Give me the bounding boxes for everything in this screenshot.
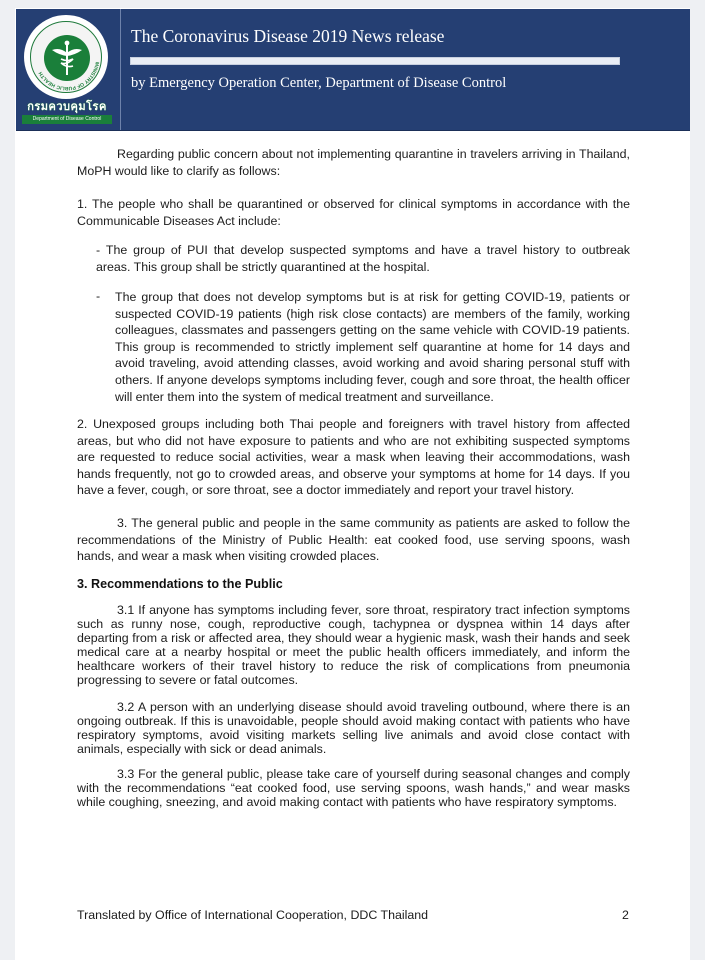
recommendation-3-3: 3.3 For the general public, please take care of yourself during seasonal changes and comply with the recommendations “eat cooked food, use serving spoons, wash hands,” and wear masks while coughing, sneezing, and avoid making contact with patients who have respiratory symptoms. [77,767,630,809]
section-1-paragraph: 1. The people who shall be quarantined or observed for clinical symptoms in accordance with the Communicable Diseases Act include: [77,197,630,228]
recommendation-3-1: 3.1 If anyone has symptoms including fever, sore throat, respiratory tract infection symptoms such as runny nose, cough, reproductive cough, tachypnea or dyspnea within 14 days after departing from a risk or affected area, they should wear a hygienic mask, wash their hands and seek medical care at a nearby hospital or meet the public health officers immediately, and inform the healthcare workers of their travel history to reduce the risk of complications from pneumonia progressing to severe or fatal outcomes. [77,603,630,687]
left-margin [0,0,15,960]
bullet-text: The group of PUI that develop suspected symptoms and have a travel history to outbreak areas. This group shall be strictly quarantined at the hospital. [96,243,631,274]
title-divider [130,57,620,65]
seal-ring [30,21,102,93]
bullet-item-close-contacts: The group that does not develop symptoms but is at risk for getting COVID-19, patients or suspected COVID-19 patients (high risk close contacts) are members of the family, working colleagues, classmates and passengers getting on the same vehicle with COVID-19 patients. This group is recommended to strictly implement self quarantine at home for 14 days and avoid traveling, avoid attending classes, avoid working and avoid sharing personal stuff with others. If anyone develops symptoms including fever, cough and sore throat, the health officer will enter them into the system of medical treatment and surveillance. [115,290,630,404]
translation-credit: Translated by Office of International Cooperation, DDC Thailand [77,908,429,922]
seal-center [44,35,90,81]
ddc-thai-name: กรมควบคุมโรค [27,101,107,113]
ddc-logo [16,9,121,130]
release-subtitle: by Emergency Operation Center, Department of Disease Control [131,75,507,91]
top-margin [0,0,705,8]
moph-seal [24,15,108,99]
svg-text:MINISTRY OF PUBLIC HEALTH: MINISTRY OF PUBLIC HEALTH [37,61,100,92]
section-3-general-paragraph: 3. The general public and people in the same community as patients are asked to follow the recommendations of the Ministry of Public Health: eat cooked food, use serving spoons, wash hands, and wear a mask when visiting crowded places. [77,516,630,564]
recommendations-heading: 3. Recommendations to the Public [77,577,283,591]
page-number: 2 [622,908,629,922]
recommendation-3-2: 3.2 A person with an underlying disease should avoid traveling outbound, where there is an ongoing outbreak. If this is unavoidable, people should avoid making contact with patients who have respiratory symptoms, avoid visiting markets selling live animals and avoid close contact with animals, especially with sick or dead animals. [77,700,630,756]
right-margin [690,0,705,960]
caduceus-icon [44,35,90,81]
news-release-header [16,9,690,131]
bullet-dash: - [96,243,101,257]
section-2-paragraph: 2. Unexposed groups including both Thai people and foreigners with travel history from affected areas, but who did not have exposure to patients and who are not exhibiting suspected symptoms are requested to reduce social activities, wear a mask when leaving their accommodations, wash hands frequently, not go to crowded areas, and observe your symptoms at home for 14 days. If you have a fever, cough, or sore throat, see a doctor immediately and report your travel history. [77,417,630,498]
intro-paragraph: Regarding public concern about not implementing quarantine in travelers arriving in Thailand, MoPH would like to clarify as follows: [77,147,630,178]
bullet-item-pui [96,242,630,275]
release-title: The Coronavirus Disease 2019 News release [131,26,445,46]
bullet-dash: - [96,289,101,303]
ddc-department-label: Department of Disease Control [22,115,112,124]
